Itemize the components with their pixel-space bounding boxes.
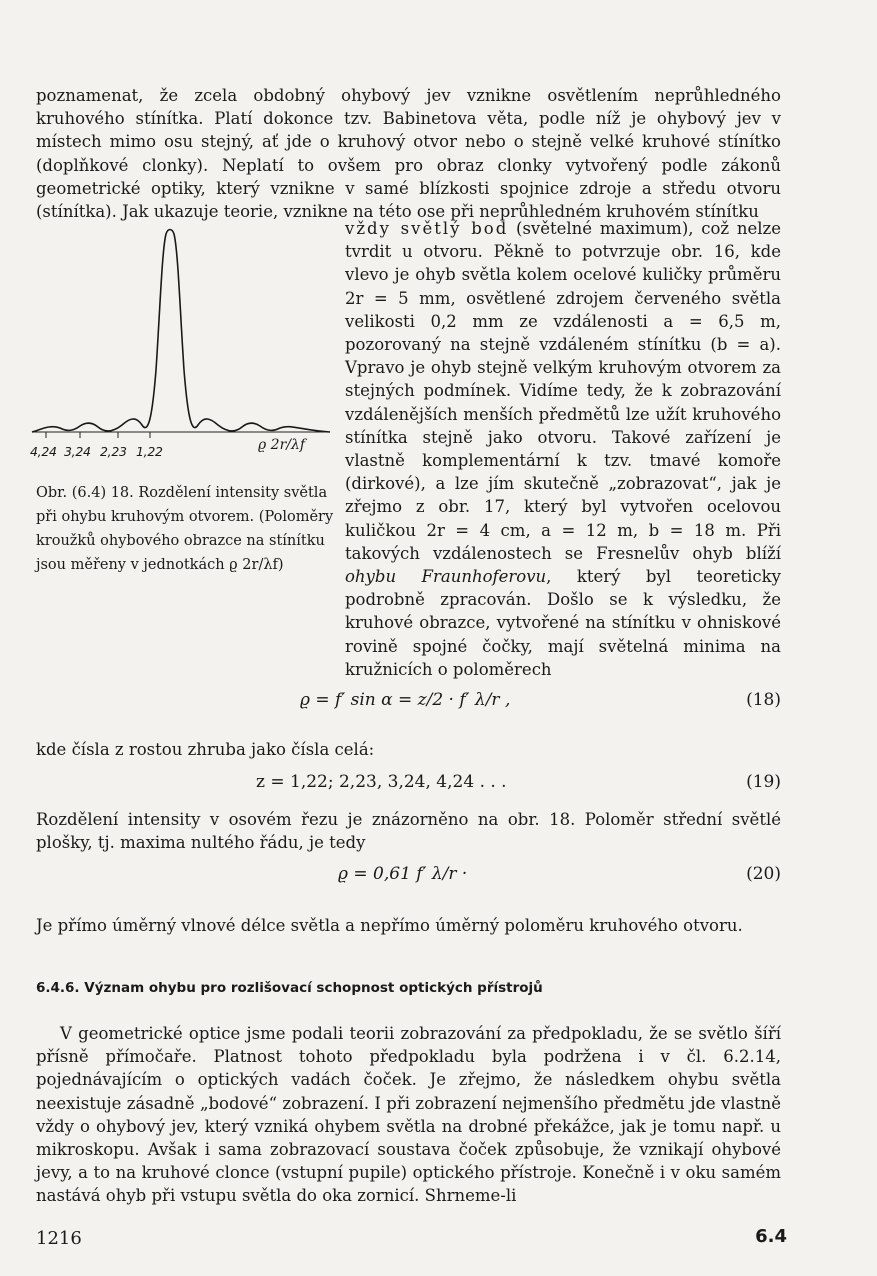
equation-18-number: (18) — [746, 690, 781, 710]
caption-title: Obr. (6.4) 18. Rozdělení intensity světla při ohybu kruhovým otvorem. — [36, 485, 328, 525]
intensity-curve — [32, 230, 330, 433]
paragraph-z-numbers: kde čísla z rostou zhruba jako čísla celá: — [36, 740, 375, 759]
paragraph-fraunhofer — [345, 217, 781, 681]
equation-18-body: ϱ = f′ sin α = z/2 · f′ λ/r , — [300, 690, 511, 710]
tick-label: 3,24 — [64, 444, 91, 459]
section-marker: 6.4 — [755, 1226, 787, 1247]
paragraph-proportional: Je přímo úměrný vlnové délce světla a nepřímo úměrný poloměru kruhového otvoru. — [36, 916, 743, 935]
equation-20-body: ϱ = 0,61 f′ λ/r · — [338, 864, 468, 884]
paragraph-fraunhofer-end: , který byl teoreticky podrobně zpracován. Došlo se k výsledku, že kruhové obrazce, vytvořené na stínítku v ohniskové rovině spojné čočky, mají světelná minima na kružnicích o poloměrech — [345, 567, 781, 679]
equation-19-body: z = 1,22; 2,23, 3,24, 4,24 . . . — [256, 772, 507, 792]
equation-19-number: (19) — [746, 772, 781, 792]
paragraph-babinet: poznamenat, že zcela obdobný ohybový jev vznikne osvětlením neprůhledného kruhového stínítka. Platí dokonce tzv. Babinetova věta, podle níž je ohybový jev v místech mimo osu stejný, ať jde o kruhový otvor nebo o stejně velké kruhové stínítko (doplňkové clonky). Neplatí to ovšem pro obraz clonky vytvořený podle zákonů geometrické optiky, který vznikne v samé blízkosti spojnice zdroje a středu otvoru (stínítka). Jak ukazuje teorie, vznikne na této ose při neprůhledném kruhovém stínítku — [36, 86, 781, 222]
equation-20-number: (20) — [746, 864, 781, 884]
emphasis-fraunhofer: ohybu Fraunhoferovu — [345, 567, 547, 587]
intensity-plot — [30, 220, 338, 450]
tick-label: 2,23 — [100, 444, 127, 459]
axis-unit-label: ϱ 2r/λf — [258, 437, 306, 453]
paragraph-intensity: Rozdělení intensity v osovém řezu je znázorněno na obr. 18. Poloměr střední světlé plošky, tj. maxima nultého řádu, je tedy — [36, 810, 781, 853]
emphasis-bright-point: vždy světlý bod — [345, 219, 509, 238]
paragraph-geometric-optics: V geometrické optice jsme podali teorii zobrazování za předpokladu, že se světlo šíří přísně přímočaře. Platnost tohoto předpokladu byla podržena i v čl. 6.2.14, pojednávajícím o optických vadách čoček. Je zřejmo, že následkem ohybu světla neexistuje zásadně „bodové“ zobrazení. I při zobrazení nejmenšího předmětu jde vlastně vždy o ohybový jev, který vzniká ohybem světla na drobné překážce, jak je tomu např. u mikroskopu. Avšak i sama zobrazovací soustava čoček způsobuje, že vznikají ohybové jevy, a to na kruhové clonce (vstupní pupile) optického přístroje. Konečně i v oku samém nastává ohyb při vstupu světla do oka zornicí. Shrneme-li — [36, 1024, 781, 1206]
tick-label: 1,22 — [136, 444, 163, 459]
figure-caption — [36, 481, 336, 577]
section-heading: 6.4.6. Význam ohybu pro rozlišovací schopnost optických přístrojů — [36, 980, 543, 996]
paragraph-fraunhofer-text: (světelné maximum), což nelze tvrdit u otvoru. Pěkně to potvrzuje obr. 16, kde vlevo je ohyb světla kolem ocelové kuličky průměru 2r = 5 mm, osvětlené zdrojem červeného světla velikosti 0,2 mm ze vzdálenosti a = 6,5 m, pozorovaný na stejně vzdáleném stínítku (b = a). Vpravo je ohyb stejně velkým kruhovým otvorem za stejných podmínek. Vidíme tedy, že k zobrazování vzdálenějších menších předmětů lze užít kruhového stínítka stejně jako otvoru. Takové zařízení je vlastně komplementární k tzv. tmavé komoře (dirkové), a lze jím skutečně „zobrazovat“, jak je zřejmo z obr. 17, který byl vytvořen ocelovou kuličkou 2r = 4 cm, a = 12 m, b = 18 m. Při takových vzdálenostech se Fresnelův ohyb blíží — [345, 219, 782, 563]
caption-note: (Poloměry kroužků ohybového obrazce na stínítku jsou měřeny v jednotkách ϱ 2r/λf) — [36, 509, 334, 573]
page-number: 1216 — [36, 1228, 82, 1249]
tick-label: 4,24 — [30, 444, 57, 459]
